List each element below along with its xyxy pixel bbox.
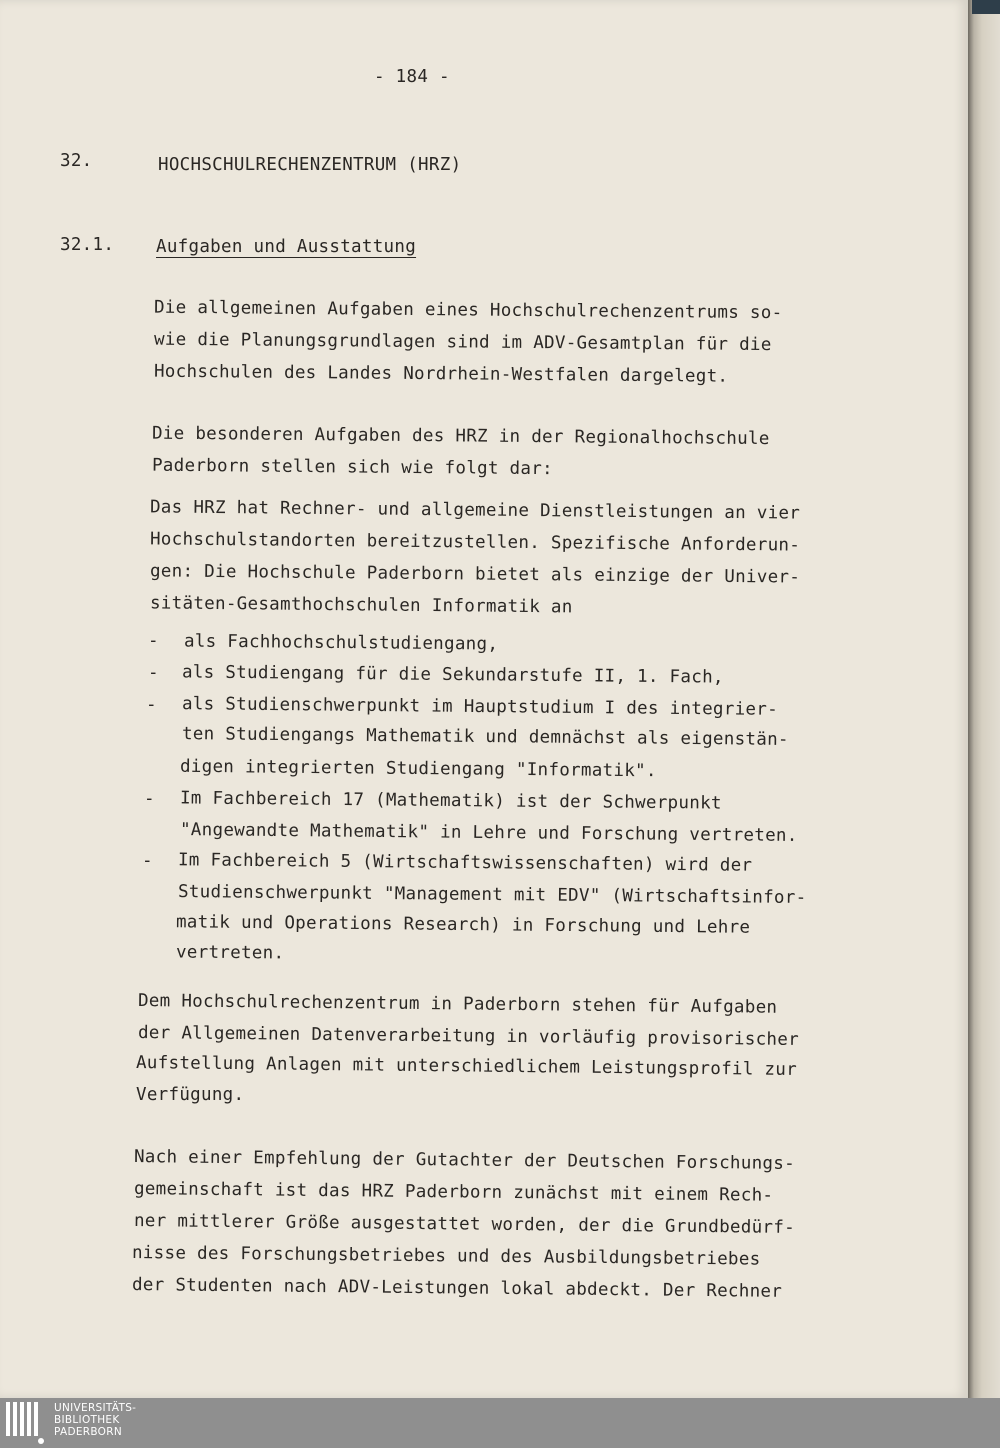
logo-line: BIBLIOTHEK xyxy=(54,1414,120,1426)
paragraph-line: der Studenten nach ADV-Leistungen lokal abdeckt. Der Rechner xyxy=(131,1275,783,1302)
paragraph-line: wie die Planungsgrundlagen sind im ADV-Gesamtplan für die xyxy=(153,329,772,356)
library-logo-icon xyxy=(6,1402,46,1444)
list-item-line: als Fachhochschulstudiengang, xyxy=(183,631,499,655)
list-dash: - xyxy=(142,851,153,871)
list-item-line: als Studiengang für die Sekundarstufe II, 1. Fach, xyxy=(181,662,724,688)
paragraph-line: Die besonderen Aufgaben des HRZ in der Regionalhochschule xyxy=(151,423,770,450)
page-number: - 184 - xyxy=(374,67,450,87)
list-dash: - xyxy=(148,631,159,651)
paragraph-line: sitäten-Gesamthochschulen Informatik an xyxy=(149,593,573,618)
spine-top-corner xyxy=(972,0,1000,14)
paragraph-line: ner mittlerer Größe ausgestattet worden, der die Grundbedürf- xyxy=(133,1211,796,1238)
paragraph-line: Die allgemeinen Aufgaben eines Hochschulrechenzentrums so- xyxy=(153,297,783,324)
paragraph-line: Das HRZ hat Rechner- und allgemeine Dienstleistungen an vier xyxy=(149,497,801,524)
list-item-line: Im Fachbereich 17 (Mathematik) ist der Schwerpunkt xyxy=(179,788,722,814)
list-item-line: vertreten. xyxy=(175,942,285,964)
book-spine-edge xyxy=(968,0,1000,1398)
paragraph-line: gemeinschaft ist das HRZ Paderborn zunächst mit einem Rech- xyxy=(133,1179,774,1206)
paragraph-line: Dem Hochschulrechenzentrum in Paderborn stehen für Aufgaben xyxy=(137,991,778,1018)
list-dash: - xyxy=(144,789,155,809)
list-item-line: als Studienschwerpunkt im Hauptstudium I des integrier- xyxy=(181,694,779,720)
paragraph-line: der Allgemeinen Datenverarbeitung in vorläufig provisorischer xyxy=(137,1023,800,1050)
paragraph-line: Paderborn stellen sich wie folgt dar: xyxy=(151,455,554,480)
library-footer-bar xyxy=(0,1398,1000,1448)
list-dash: - xyxy=(146,695,157,715)
paragraph-line: nisse des Forschungsbetriebes und des Ausbildungsbetriebes xyxy=(131,1243,761,1270)
paragraph-line: Hochschulstandorten bereitzustellen. Spezifische Anforderun- xyxy=(149,529,801,556)
paragraph-line: Hochschulen des Landes Nordrhein-Westfalen dargelegt. xyxy=(153,361,729,387)
section-number: 32. xyxy=(60,151,93,171)
list-item-line: Im Fachbereich 5 (Wirtschaftswissenschaften) wird der xyxy=(177,850,753,876)
list-dash: - xyxy=(148,663,159,683)
paragraph-line: Verfügung. xyxy=(136,1085,245,1105)
list-item-line: ten Studiengangs Mathematik und demnächst als eigenstän- xyxy=(181,724,789,750)
subsection-number: 32.1. xyxy=(60,235,115,255)
list-item-line: "Angewandte Mathematik" in Lehre und Forschung vertreten. xyxy=(179,820,798,846)
paragraph-line: Aufstellung Anlagen mit unterschiedlichem Leistungsprofil zur xyxy=(135,1053,798,1080)
library-logo-text xyxy=(54,1402,136,1438)
list-item-line: matik und Operations Research) in Forschung und Lehre xyxy=(175,912,751,938)
subsection-title: Aufgaben und Ausstattung xyxy=(156,237,417,257)
paragraph-line: gen: Die Hochschule Paderborn bietet als einzige der Univer- xyxy=(149,561,801,588)
logo-line: PADERBORN xyxy=(54,1426,122,1438)
paragraph-line: Nach einer Empfehlung der Gutachter der Deutschen Forschungs- xyxy=(133,1147,796,1174)
list-item-line: digen integrierten Studiengang "Informatik". xyxy=(179,756,657,782)
logo-line: UNIVERSITÄTS- xyxy=(54,1402,137,1414)
section-title: HOCHSCHULRECHENZENTRUM (HRZ) xyxy=(158,155,462,175)
list-item-line: Studienschwerpunkt "Management mit EDV" (Wirtschaftsinfor- xyxy=(177,881,807,909)
